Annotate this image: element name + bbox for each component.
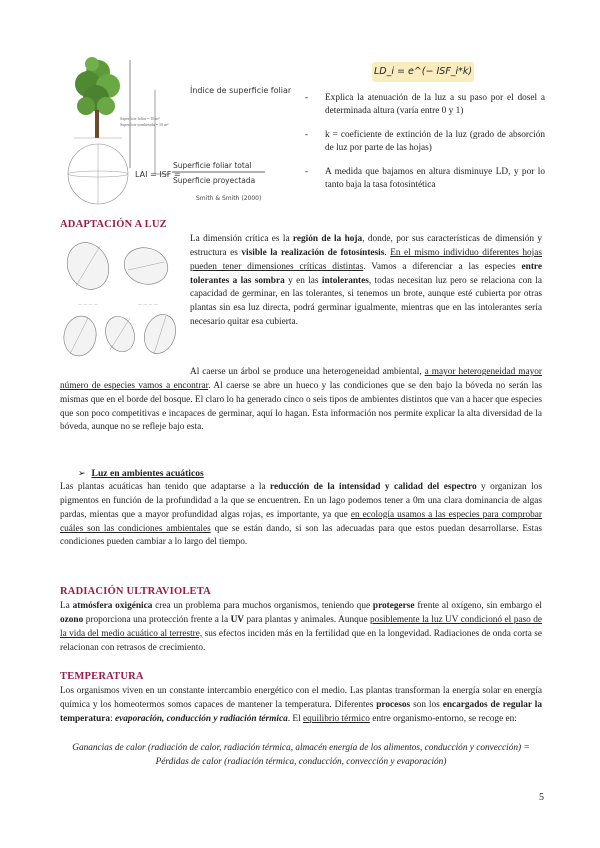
temperatura-paragraph: Los organismos viven en un constante intercambio energético con el medio. Las plantas transforman la energía solar en energía química y los homeotermos somos capaces de mantener la temperatura. Diferentes procesos son los encargados de regular la temperatura: evaporación, conducción y radiación térmica. El equilibrio térmico entre organismo-entorno, se recoge en:	[60, 686, 542, 724]
section-title-luz: ADAPTACIÓN A LUZ	[60, 219, 167, 230]
leaf-5	[139, 310, 181, 358]
tree-illustration	[75, 57, 120, 138]
fig-label-denominator: Superficie proyectada	[173, 176, 256, 185]
fig-small-label-2: Superficie sombreada = 10 m²	[120, 122, 169, 127]
page-number: 5	[539, 792, 544, 803]
bullet-3: - A medida que bajamos en altura disminuye LD, y por lo tanto baja la tasa fotosintética	[305, 166, 545, 191]
aquatic-paragraph: Las plantas acuáticas han tenido que adaptarse a la reducción de la intensidad y calidad del espectro y organizan los pigmentos en función de la profundidad a la que se encuentren. En un lago podemos tener a 0m una clara dominancia de algas pardas, mientas que a mayor profundidad algas rojas, es importante, ya que en ecología usamos a las especies para comprobar cuáles son las condiciones ambientales que se están dando, si son las adecuadas para que estos puedan desarrollarse. Estas condiciones pueden cambiar a lo largo del tiempo.	[60, 482, 542, 548]
heat-balance-equation: Ganancias de calor (radiación de calor, radiación térmica, almacén energía de los alimentos, conducción y convección) = Pérdidas de calor (radiación térmica, conducción, convección y evaporación)	[72, 743, 530, 767]
section-title-uv: RADIACIÓN ULTRAVIOLETA	[60, 586, 211, 597]
lai-figure	[60, 50, 295, 208]
svg-text:— — — —: — — — —	[78, 302, 98, 307]
uv-paragraph: La atmósfera oxigénica crea un problema para muchos organismos, teniendo que protegerse frente al oxígeno, sin embargo el ozono proporciona una protección frente a la UV para plantas y animales. Aunque posiblemente la luz UV condicionó el paso de la vida del medio acuático al terrestre, sus efectos inciden más en la fertilidad que en la longevidad. Radiaciones de onda corta se relacionan con retrasos de crecimiento.	[60, 601, 542, 653]
arrow-icon: ➢	[78, 468, 86, 478]
section-title-temperatura: TEMPERATURA	[60, 671, 144, 682]
luz-paragraph-2: Al caerse un árbol se produce una heterogeneidad ambiental, a mayor heterogeneidad mayor número de especies vamos a encontrar. Al caerse se abre un hueco y las condiciones que se den bajo la bóveda no serán las mismas que en el borde del bosque. El claro lo ha generado cinco o seis tipos de ambientes distintos que van a hacer que especies que son poco competitivas e incapaces de germinar, aquí lo hagan. Esta información nos permite explicar la alta diversidad de la bóveda, aunque no se refleje bajo esta.	[60, 367, 542, 433]
svg-text:— — — —: — — — —	[138, 302, 158, 307]
fig-label-lai: LAI = ISF =	[135, 170, 181, 179]
fig-small-label-1: Superficie foliar = 10 m²	[120, 116, 160, 121]
luz-paragraph-1: La dimensión crítica es la región de la hoja, donde, por sus características de dimensión y estructura es visible la realización de fotosíntesis. En el mismo individuo diferentes hojas pueden tener dimensiones críticas distintas. Vamos a diferenciar a las especies entre tolerantes a las sombra y en las intolerantes, todas necesitan luz pero se relaciona con la capacidad de germinar, en las tolerantes, si tenemos un brote, aunque esté cubierta por otras plantas sin esa luz directa, podrá germinar igualmente, mientras que en las intolerantes sería necesario quitar esa cubierta.	[190, 234, 542, 328]
bullet-1: - Explica la atenuación de la luz a su paso por el dosel a determinada altura (varía entre 0 y 1)	[305, 92, 545, 117]
formula: LD_i = e^(− ISF_i*k)	[372, 62, 474, 82]
leaf-3	[61, 314, 99, 359]
bullet-2: - k = coeficiente de extinción de la luz (grado de absorción de luz por parte de las hojas)	[305, 129, 545, 154]
leaves-figure	[58, 236, 183, 371]
subsection-aquatic-title: ➢ Luz en ambientes acuáticos	[78, 468, 204, 479]
formula-bullets	[305, 92, 545, 204]
fig-label-numerator: Superficie foliar total	[173, 161, 252, 170]
fig-label-index: Índice de superficie foliar	[190, 86, 292, 95]
fig-source: Smith & Smith (2000)	[196, 195, 262, 202]
